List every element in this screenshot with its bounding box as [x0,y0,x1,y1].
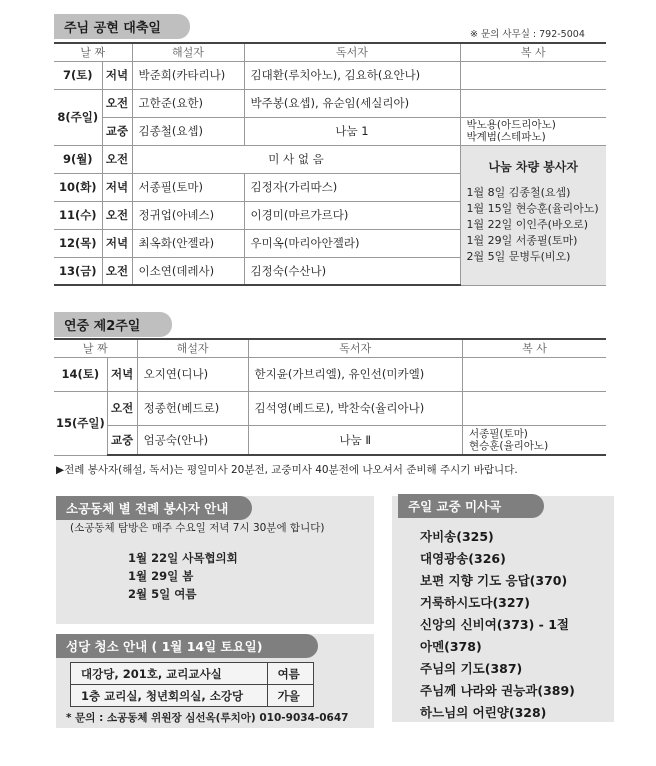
row-server [460,117,606,145]
header-date: 날 짜 [54,339,137,357]
office-contact: ※ 문의 사무실 : 792-5004 [470,29,585,40]
header-reader: 독서자 [248,339,462,357]
header-server: 복 사 [462,339,606,357]
community-item: 1월 22일 사목협의회 [128,551,238,565]
volunteer-driver-line: 1월 15일 현승훈(율리아노) [466,201,599,215]
row-date: 8(주일) [54,89,102,145]
row-reader: 나눔 1 [244,117,460,145]
cleaning-team: 가을 [267,685,313,707]
liturgy-notice: ▶전례 봉사자(해설, 독서)는 평일미사 20분전, 교중미사 40분전에 나오셔서 준비해 주시기 바랍니다. [56,464,518,476]
row-server [460,61,606,89]
row-server [460,89,606,117]
header-reader: 독서자 [244,43,460,61]
row-commentator: 정귀업(아녜스) [132,201,244,229]
row-time: 교중 [107,425,137,455]
server-name: 서종필(토마) [468,427,528,440]
row-reader: 이경미(마르가르다) [244,201,460,229]
hymn-item: 아멘(378) [420,639,482,654]
header-server: 복 사 [460,43,606,61]
header-commentator: 해설자 [137,339,248,357]
row-time: 저녁 [102,173,132,201]
cleaning-place: 1층 교리실, 청년회의실, 소강당 [71,685,268,707]
row-commentator: 오지연(디나) [137,357,248,391]
hymns-list [420,526,612,724]
row-time: 저녁 [102,229,132,257]
table-row [54,117,606,145]
row-reader: 김정자(가리따스) [244,173,460,201]
row-reader: 우미옥(마리아안젤라) [244,229,460,257]
table-row [54,89,606,117]
cleaning-title: 성당 청소 안내 ( 1월 14일 토요일) [56,634,318,658]
no-mass-notice: 미 사 없 음 [132,145,460,173]
table-header [54,339,606,357]
server-name: 현승훈(율리아노) [468,439,549,452]
schedule-table-2 [54,338,606,456]
section1-title: 주님 공현 대축일 [54,14,190,39]
row-commentator: 엄공숙(안나) [137,425,248,455]
table-row [71,663,314,685]
community-item: 2월 5일 여름 [128,587,197,601]
table-row [54,357,606,391]
row-time: 저녁 [107,357,137,391]
row-reader: 김석영(베드로), 박찬숙(율리아나) [248,391,462,425]
row-commentator: 박준희(카타리나) [132,61,244,89]
server-name: 박계범(스테파노) [466,131,546,143]
row-reader: 김대환(루치아노), 김요하(요안나) [244,61,460,89]
row-date: 11(수) [54,201,102,229]
volunteer-driver-line: 2월 5일 문병두(비오) [466,249,571,263]
row-date: 7(토) [54,61,102,89]
table-row [71,685,314,707]
hymn-item: 하느님의 어린양(328) [420,705,547,720]
row-time: 오전 [102,201,132,229]
header-date: 날 짜 [54,43,132,61]
volunteer-driver-line: 1월 8일 김종철(요셉) [466,185,571,199]
hymn-item: 거룩하시도다(327) [420,595,530,610]
row-commentator: 서종필(토마) [132,173,244,201]
table-row [54,425,606,455]
volunteer-drivers-box [460,145,606,285]
table-row [54,145,606,173]
row-date: 12(목) [54,229,102,257]
row-server [462,391,606,425]
row-time: 교중 [102,117,132,145]
row-server [462,357,606,391]
row-server [462,425,606,455]
row-date: 9(월) [54,145,102,173]
community-subtitle: (소공동체 탐방은 매주 수요일 저녁 7시 30분에 합니다) [70,522,325,534]
row-reader: 나눔 Ⅱ [248,425,462,455]
row-time: 오전 [102,257,132,285]
row-date: 14(토) [54,357,107,391]
row-commentator: 고한준(요한) [132,89,244,117]
row-date: 10(화) [54,173,102,201]
table-row [54,61,606,89]
row-commentator: 정종헌(베드로) [137,391,248,425]
row-time: 오전 [102,145,132,173]
hymn-item: 대영광송(326) [420,551,506,566]
table-header [54,43,606,61]
cleaning-table [70,662,314,707]
hymn-item: 신앙의 신비여(373) - 1절 [420,617,569,632]
volunteer-drivers-title: 나눔 차량 봉사자 [488,159,578,174]
row-commentator: 김종철(요셉) [132,117,244,145]
row-time: 오전 [107,391,137,425]
table-row [54,391,606,425]
cleaning-contact: * 문의 : 소공동체 위원장 심선옥(루치아) 010-9034-0647 [66,712,349,724]
row-commentator: 이소연(데레사) [132,257,244,285]
row-date: 13(금) [54,257,102,285]
volunteer-driver-line: 1월 22일 이인주(바오로) [466,217,589,231]
hymns-title: 주일 교중 미사곡 [398,494,544,518]
volunteer-driver-line: 1월 29일 서종필(토마) [466,233,578,247]
hymn-item: 보편 지향 기도 응답(370) [420,573,568,588]
hymn-item: 주님의 기도(387) [420,661,523,676]
row-time: 오전 [102,89,132,117]
row-reader: 박주봉(요셉), 유순임(세실리아) [244,89,460,117]
section2-title: 연중 제2주일 [54,312,172,337]
server-name: 박노용(아드리아노) [466,119,556,131]
row-reader: 김정숙(수산나) [244,257,460,285]
row-reader: 한지윤(가브리엘), 유인선(미카엘) [248,357,462,391]
header-commentator: 해설자 [132,43,244,61]
row-commentator: 최옥화(안젤라) [132,229,244,257]
hymn-item: 자비송(325) [420,529,494,544]
hymn-item: 주님께 나라와 권능과(389) [420,683,575,698]
community-item: 1월 29일 봄 [128,569,194,583]
cleaning-place: 대강당, 201호, 교리교사실 [71,663,268,685]
row-date: 15(주일) [54,391,107,455]
community-title: 소공동체 별 전례 봉사자 안내 [56,496,252,520]
schedule-table-1 [54,42,606,286]
row-time: 저녁 [102,61,132,89]
cleaning-team: 여름 [267,663,313,685]
